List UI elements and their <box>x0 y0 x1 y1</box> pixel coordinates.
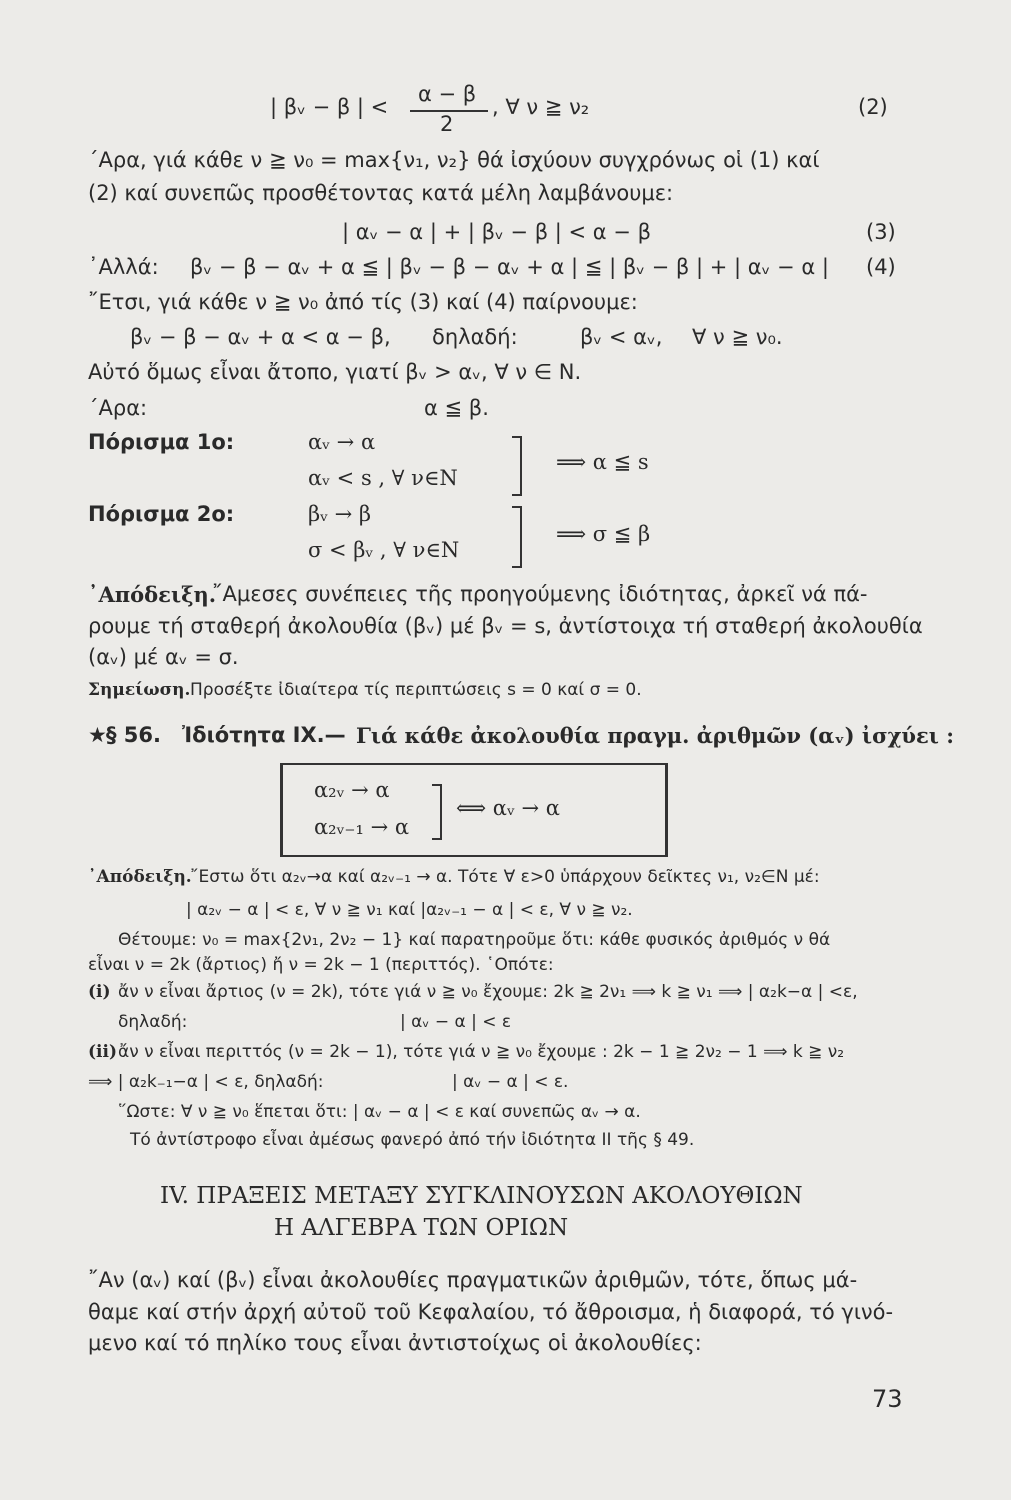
proof1-head: ᾿Απόδειξη. <box>88 582 217 607</box>
section-title: Ἰδιότητα IX.— <box>182 723 346 747</box>
proof2-line2: | α₂ᵥ − α | < ε, ∀ ν ≧ ν₁ καί |α₂ᵥ₋₁ − α | < ε, ∀ ν ≧ ν₂. <box>186 900 633 920</box>
eq4-lead: ᾿Αλλά: <box>88 255 159 279</box>
corollary2-brace <box>512 506 522 568</box>
proof2-line3: Θέτουμε: ν₀ = max{2ν₁, 2ν₂ − 1} καί παρατηροῦμε ὅτι: κάθε φυσικός ἀριθμός ν θά <box>118 930 831 950</box>
para4-result: α ≦ β. <box>424 396 489 420</box>
box-row2: α₂ᵥ₋₁ → α <box>314 815 410 839</box>
eq3: | αᵥ − α | + | βᵥ − β | < α − β <box>342 220 651 244</box>
corollary1-row2: αᵥ < s , ∀ ν∈N <box>308 466 458 490</box>
para3-line1: Αὐτό ὅμως εἶναι ἄτοπο, γιατί βᵥ > αᵥ, ∀ ν ∈ N. <box>88 360 582 384</box>
case-i-line2b: | αᵥ − α | < ε <box>400 1012 512 1032</box>
eq3-tag: (3) <box>866 220 896 244</box>
eq4: βᵥ − β − αᵥ + α ≦ | βᵥ − β − αᵥ + α | ≦ | βᵥ − β | + | αᵥ − α | <box>190 255 829 279</box>
eq5-c: βᵥ < αᵥ, <box>580 325 663 349</box>
section-statement: Γιά κάθε ἀκολουθία πραγμ. ἀριθμῶν (αᵥ) ἰσχύει : <box>356 723 954 748</box>
case-i-label: (i) <box>88 982 111 1002</box>
corollary2-row2: σ < βᵥ , ∀ ν∈N <box>308 538 460 562</box>
note-text: Προσέξτε ἰδιαίτερα τίς περιπτώσεις s = 0 καί σ = 0. <box>190 680 642 700</box>
proof2-line4: εἶναι ν = 2k (ἄρτιος) ἤ ν = 2k − 1 (περιττός). ῾Οπότε: <box>88 955 554 975</box>
eq2-denominator: 2 <box>440 112 454 136</box>
box-brace <box>432 784 442 840</box>
case-i-line2a: δηλαδή: <box>118 1012 188 1032</box>
case-ii-line2a: ⟹ | α₂k₋₁−α | < ε, δηλαδή: <box>88 1072 324 1092</box>
proof2-line1: ῎Εστω ὅτι α₂ᵥ→α καί α₂ᵥ₋₁ → α. Τότε ∀ ε>0 ὑπάρχουν δεῖκτες ν₁, ν₂∈N μέ: <box>190 867 820 887</box>
eq4-tag: (4) <box>866 255 896 279</box>
case-ii-label: (ii) <box>88 1042 118 1062</box>
eq5-b: δηλαδή: <box>432 325 518 349</box>
corollary2-result: ⟹ σ ≦ β <box>556 522 651 546</box>
corollary1-label: Πόρισμα 1ο: <box>88 430 235 454</box>
corollary2-label: Πόρισμα 2ο: <box>88 502 235 526</box>
proof2-head: ᾿Απόδειξη. <box>88 867 192 887</box>
para4-lead: ΄Αρα: <box>88 396 148 420</box>
para2-line1: ῎Ετσι, γιά κάθε ν ≧ ν₀ ἀπό τίς (3) καί (4) παίρνουμε: <box>88 290 638 314</box>
section-number: § 56. <box>106 723 162 747</box>
chapter-title-line2: Η ΑΛΓΕΒΡΑ ΤΩΝ ΟΡΙΩΝ <box>274 1215 569 1241</box>
final-line1: ῎Αν (αᵥ) καί (βᵥ) εἶναι ἀκολουθίες πραγματικῶν ἀριθμῶν, τότε, ὅπως μά- <box>88 1268 858 1292</box>
case-ii-line2b: | αᵥ − α | < ε. <box>452 1072 569 1092</box>
corollary1-brace <box>512 436 522 496</box>
eq2-lhs: | βᵥ − β | < <box>270 95 389 119</box>
eq5-d: ∀ ν ≧ ν₀. <box>692 325 783 349</box>
proof1-line1: ῎Αμεσες συνέπειες τῆς προηγούμενης ἰδιότητας, ἀρκεῖ νά πά- <box>212 582 868 606</box>
box-row1: α₂ᵥ → α <box>314 778 390 802</box>
chapter-title-line1: IV. ΠΡΑΞΕΙΣ ΜΕΤΑΞΥ ΣΥΓΚΛΙΝΟΥΣΩΝ ΑΚΟΛΟΥΘΙΩΝ <box>160 1183 803 1209</box>
case-i-line1: ἄν ν εἶναι ἄρτιος (ν = 2k), τότε γιά ν ≧ ν₀ ἔχουμε: 2k ≧ 2ν₁ ⟹ k ≧ ν₁ ⟹ | α₂k−α | <ε, <box>118 982 858 1002</box>
eq2-tag: (2) <box>858 95 888 119</box>
note-head: Σημείωση. <box>88 680 191 700</box>
proof2-line6: Τό ἀντίστροφο εἶναι ἀμέσως φανερό ἀπό τήν ἰδιότητα II τῆς § 49. <box>130 1130 695 1150</box>
corollary2-row1: βᵥ → β <box>308 502 372 526</box>
eq5-a: βᵥ − β − αᵥ + α < α − β, <box>130 325 391 349</box>
box-result: ⟺ αᵥ → α <box>456 796 560 820</box>
eq2-numerator: α − β <box>418 82 477 106</box>
corollary1-result: ⟹ α ≦ s <box>556 450 649 474</box>
proof2-line5: ῞Ωστε: ∀ ν ≧ ν₀ ἕπεται ὅτι: | αᵥ − α | < ε καί συνεπῶς αᵥ → α. <box>118 1102 641 1122</box>
para1-line2: (2) καί συνεπῶς προσθέτοντας κατά μέλη λαμβάνουμε: <box>88 181 674 205</box>
final-line3: μενο καί τό πηλίκο τους εἶναι ἀντιστοίχως οἱ ἀκολουθίες: <box>88 1331 702 1355</box>
corollary1-row1: αᵥ → α <box>308 430 376 454</box>
page-number: 73 <box>872 1385 903 1413</box>
final-line2: θαμε καί στήν ἀρχή αὐτοῦ τοῦ Κεφαλαίου, τό ἄθροισμα, ἡ διαφορά, τό γινό- <box>88 1300 894 1324</box>
case-ii-line1: ἄν ν εἶναι περιττός (ν = 2k − 1), τότε γιά ν ≧ ν₀ ἔχουμε : 2k − 1 ≧ 2ν₂ − 1 ⟹ k ≧ ν₂ <box>118 1042 845 1062</box>
para1-line1: ΄Αρα, γιά κάθε ν ≧ ν₀ = max{ν₁, ν₂} θά ἰσχύουν συγχρόνως οἱ (1) καί <box>88 148 820 172</box>
proof1-line3: (αᵥ) μέ αᵥ = σ. <box>88 645 239 669</box>
proof1-line2: ρουμε τή σταθερή ἀκολουθία (βᵥ) μέ βᵥ = s, ἀντίστοιχα τή σταθερή ἀκολουθία <box>88 614 923 638</box>
eq2-condition: , ∀ ν ≧ ν₂ <box>492 95 590 119</box>
star-icon: ★ <box>88 723 107 747</box>
